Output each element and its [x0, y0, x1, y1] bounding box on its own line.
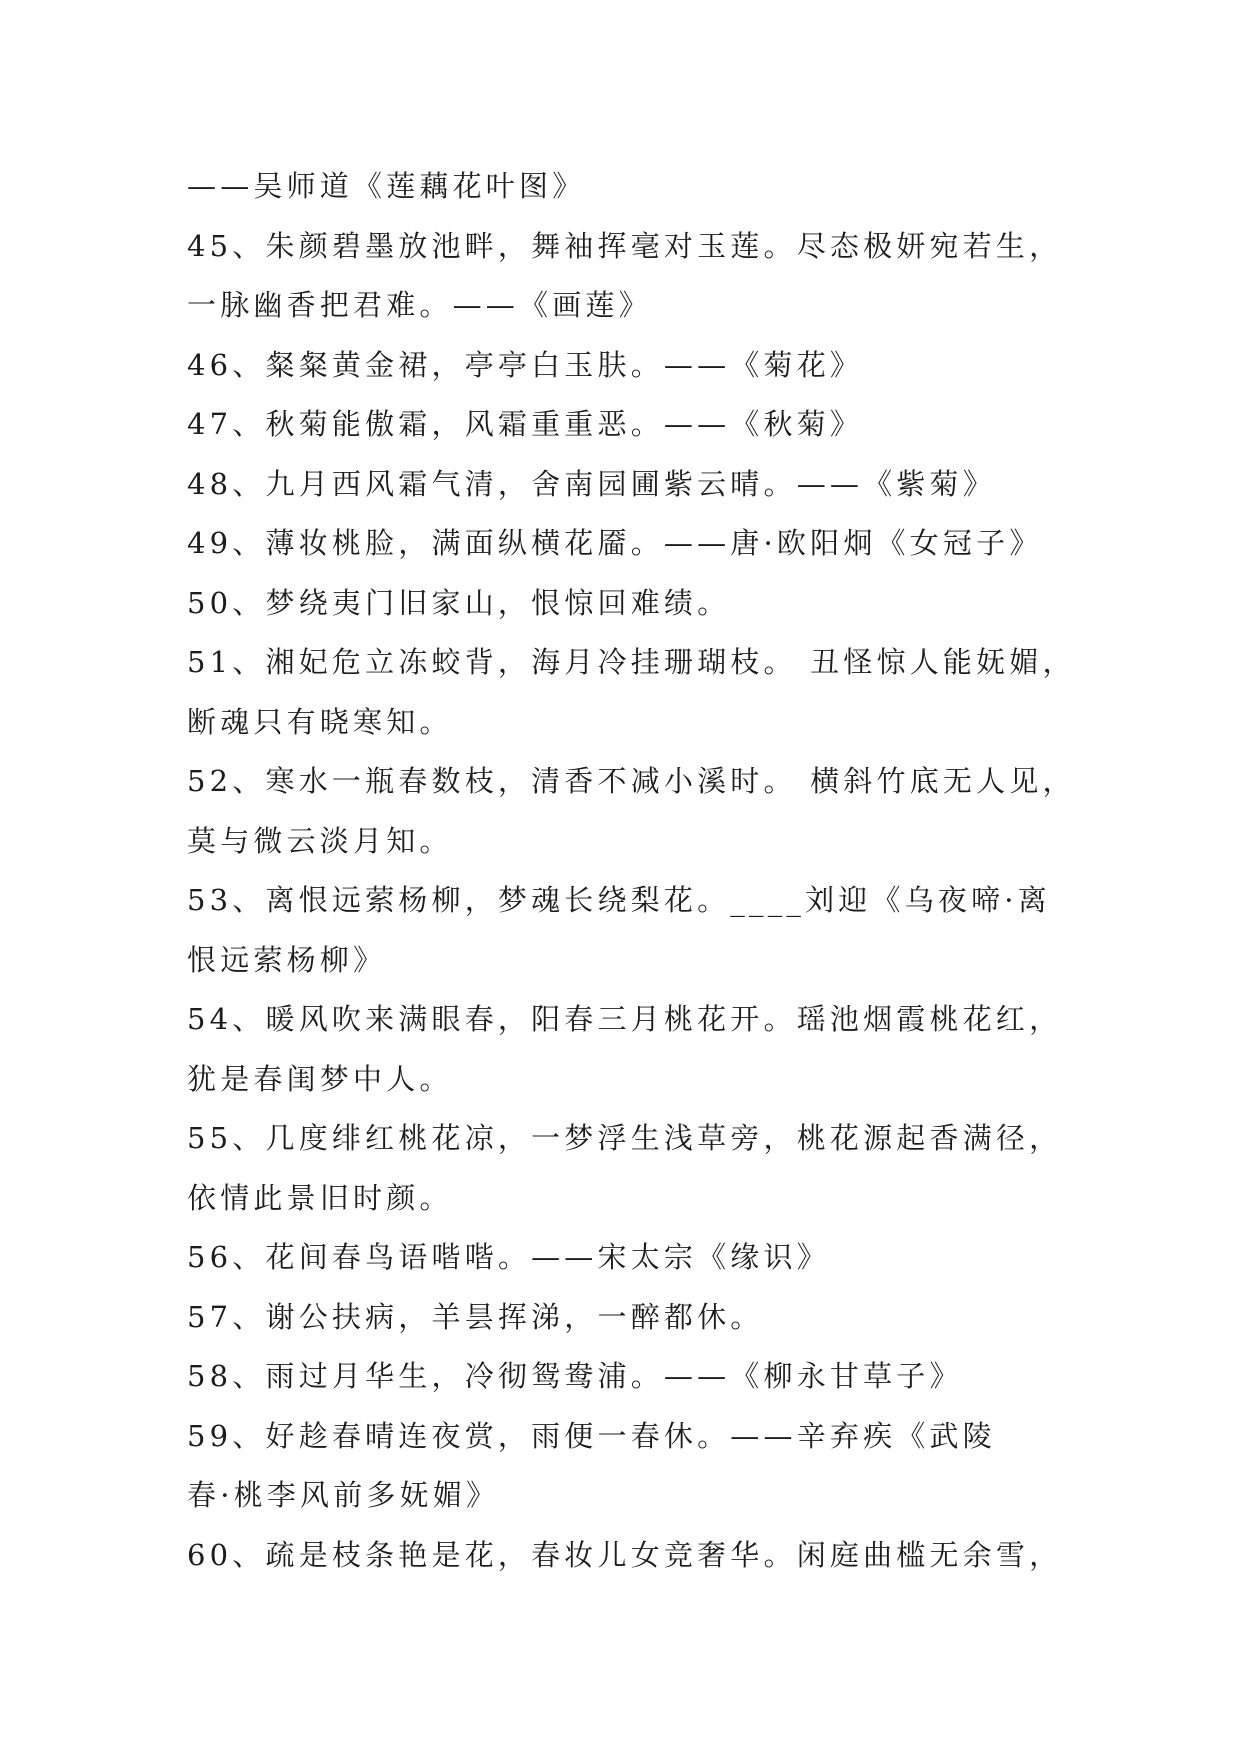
text-line-48: 48、九月西风霜气清，舍南园圃紫云晴。——《紫菊》: [187, 466, 996, 501]
text-line-59-cont: 春·桃李风前多妩媚》: [187, 1478, 500, 1512]
text-line-57: 57、谢公扶病，羊昙挥涕，一醉都休。: [187, 1299, 764, 1334]
text-line-56: 56、花间春鸟语喈喈。——宋太宗《缘识》: [187, 1240, 830, 1274]
text-line-49: 49、薄妆桃脸，满面纵横花靥。——唐·欧阳炯《女冠子》: [187, 526, 1043, 560]
text-line-attribution: ——吴师道《莲藕花叶图》: [187, 169, 586, 203]
text-line-59: 59、好趁春晴连夜赏，雨便一春休。——辛弃疾《武陵: [187, 1418, 996, 1453]
text-line-54: 54、暖风吹来满眼春，阳春三月桃花开。瑶池烟霞桃花红，: [187, 1002, 1063, 1036]
text-line-55: 55、几度绯红桃花凉，一梦浮生浅草旁，桃花源起香满径，: [187, 1121, 1063, 1155]
text-line-53-cont: 恨远萦杨柳》: [187, 942, 387, 977]
text-line-47: 47、秋菊能傲霜，风霜重重恶。——《秋菊》: [187, 407, 864, 441]
text-line-54-cont: 犹是春闺梦中人。: [187, 1061, 453, 1096]
text-line-46: 46、粲粲黄金裙，亭亭白玉肤。——《菊花》: [187, 347, 864, 382]
text-line-52-cont: 莫与微云淡月知。: [187, 823, 453, 858]
text-line-51-cont: 断魂只有晓寒知。: [187, 704, 453, 739]
text-line-50: 50、梦绕夷门旧家山，恨惊回难绩。: [187, 585, 731, 620]
text-line-60: 60、疏是枝条艳是花，春妆儿女竞奢华。闲庭曲槛无余雪，: [187, 1537, 1063, 1572]
text-line-52: 52、寒水一瓶春数枝，清香不减小溪时。 横斜竹底无人见，: [187, 764, 1076, 798]
text-line-45-cont: 一脉幽香把君难。——《画莲》: [187, 288, 652, 322]
text-line-58: 58、雨过月华生，冷彻鸳鸯浦。——《柳永甘草子》: [187, 1359, 963, 1393]
text-line-45: 45、朱颜碧墨放池畔，舞袖挥毫对玉莲。尽态极妍宛若生，: [187, 228, 1063, 263]
text-line-53: 53、离恨远萦杨柳，梦魂长绕梨花。____刘迎《乌夜啼·离: [187, 883, 1051, 917]
text-line-55-cont: 依情此景旧时颜。: [187, 1180, 453, 1215]
text-line-51: 51、湘妃危立冻蛟背，海月冷挂珊瑚枝。 丑怪惊人能妩媚，: [187, 645, 1076, 679]
poem-text-body: [187, 157, 1077, 1585]
